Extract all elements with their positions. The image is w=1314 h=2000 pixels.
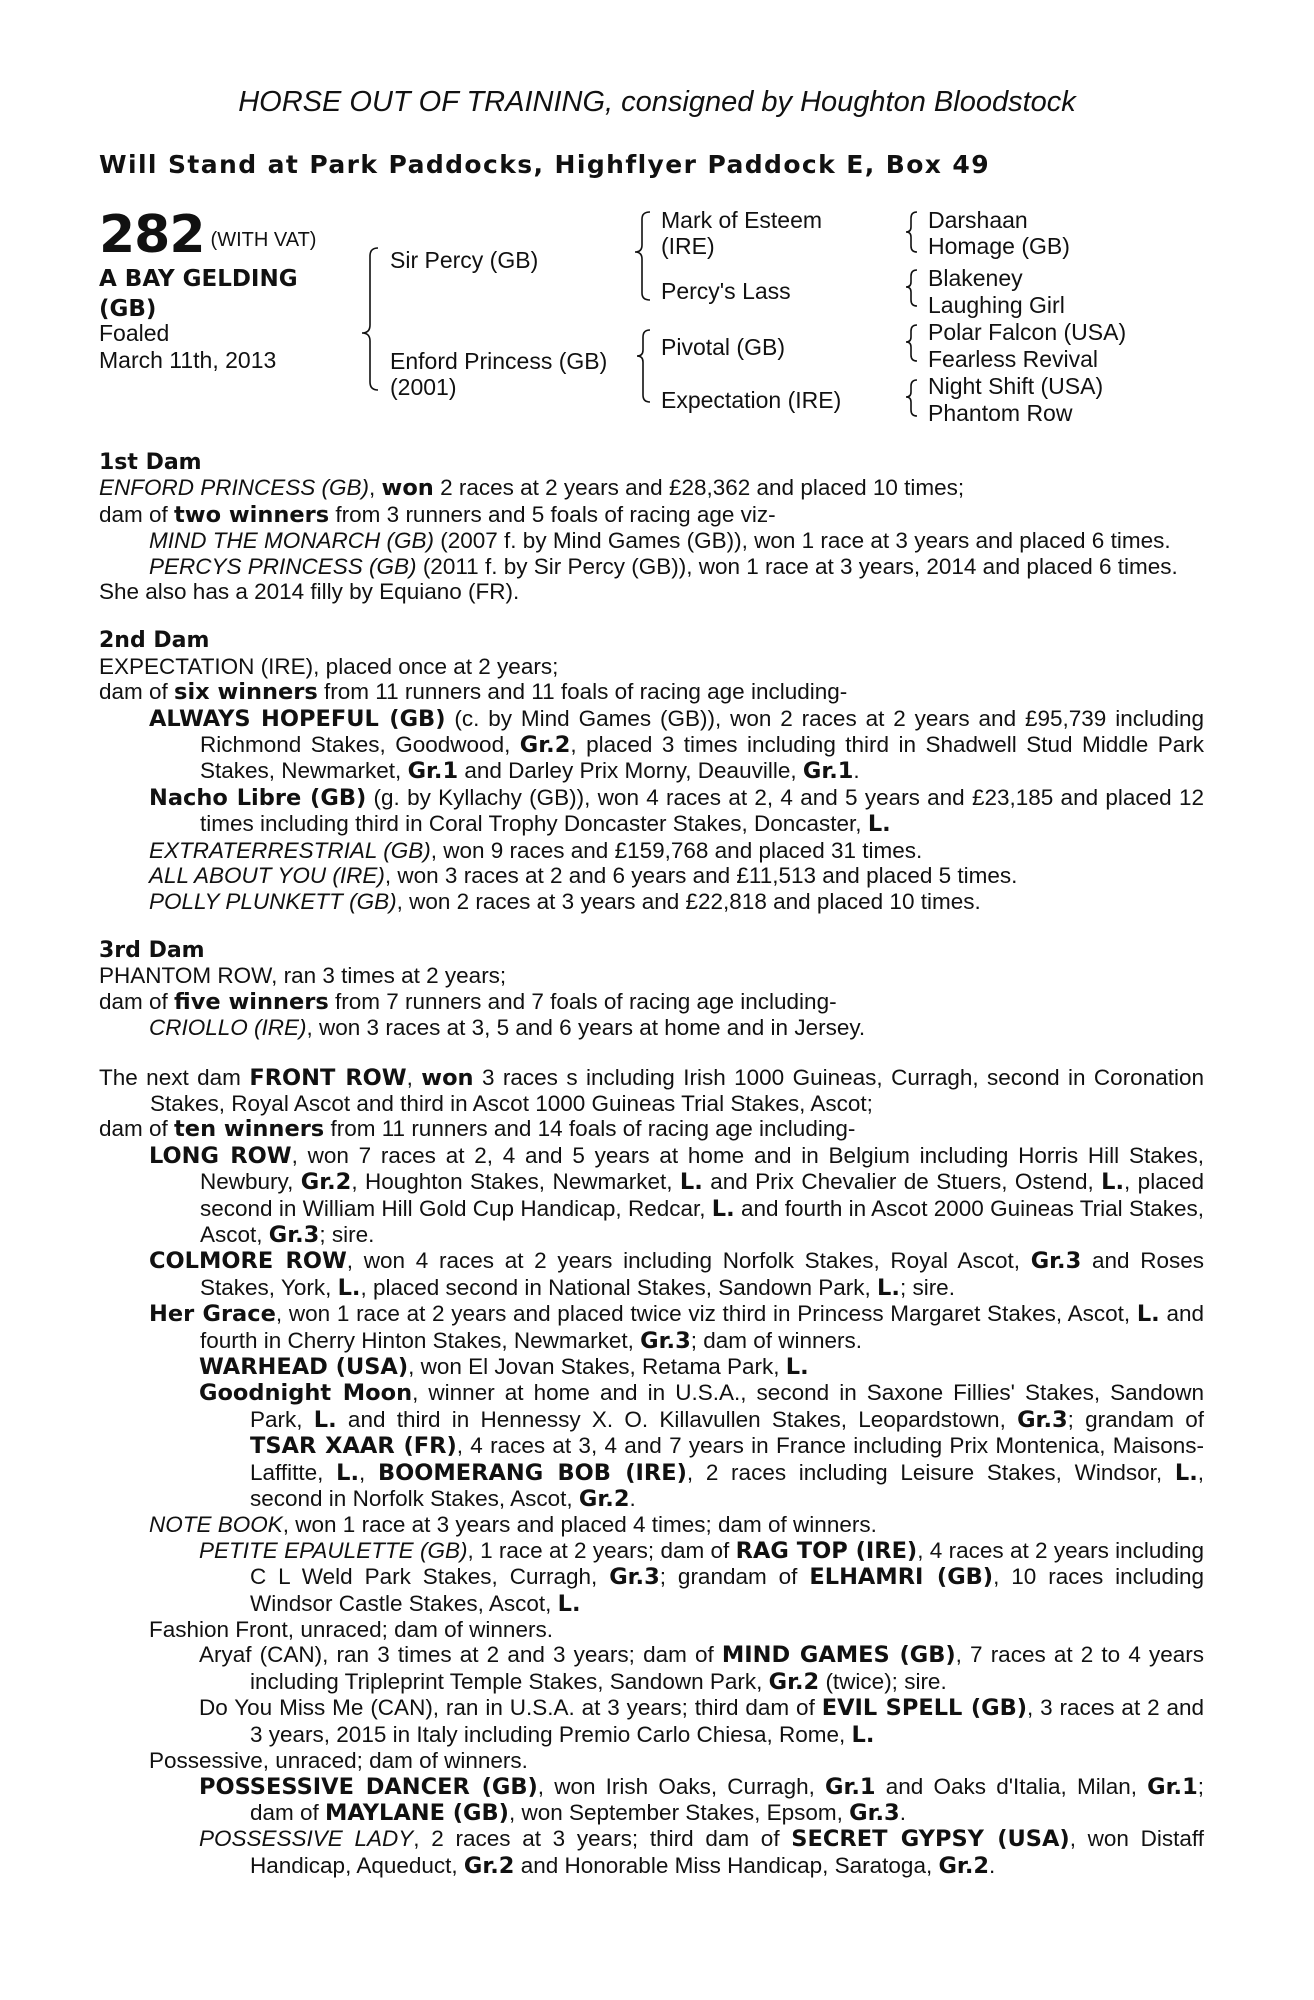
offspring-record: , won 2 races at 3 years and £22,818 and placed 10 times. bbox=[396, 888, 981, 914]
offspring-record: ; sire. bbox=[319, 1221, 375, 1247]
produce-summary: from 3 runners and 5 foals of racing age viz- bbox=[329, 501, 776, 527]
offspring-name: PETITE EPAULETTE (GB) bbox=[199, 1537, 468, 1563]
sire-name: Sir Percy (GB) bbox=[390, 247, 539, 273]
vat-label: (WITH VAT) bbox=[210, 229, 317, 251]
offspring-record: , second in Norfolk Stakes, Ascot, bbox=[250, 1459, 1205, 1512]
offspring-record: , won 3 races at 3, 5 and 6 years at home and in Jersey. bbox=[306, 1015, 866, 1041]
gen3-homage: Homage (GB) bbox=[928, 233, 1070, 259]
offspring-record: , placed second in National Stakes, Sandown Park, bbox=[360, 1274, 878, 1300]
offspring-entry bbox=[99, 1248, 1204, 1301]
descendant-name: EVIL SPELL (GB) bbox=[821, 1695, 1028, 1722]
offspring-record: , won El Jovan Stakes, Retama Park, bbox=[408, 1354, 786, 1379]
offspring-record: (2007 f. by Mind Games (GB)), won 1 race at 3 years and placed 6 times. bbox=[434, 528, 1171, 554]
grade-label: Gr.1 bbox=[802, 758, 854, 785]
offspring-entry: Possessive, unraced; dam of winners. bbox=[149, 1748, 528, 1774]
grade-label: Gr.1 bbox=[1147, 1773, 1198, 1800]
grade-label: Gr.3 bbox=[268, 1221, 320, 1248]
descendant-name: ELHAMRI (GB) bbox=[809, 1564, 994, 1591]
listed-label: L. bbox=[1136, 1301, 1160, 1328]
offspring-record: . bbox=[853, 758, 860, 784]
offspring-record: , 3 races at 2 and 3 years, 2015 in Italy including Premio Carlo Chiesa, Rome, bbox=[250, 1695, 1205, 1747]
listed-label: L. bbox=[337, 1274, 361, 1301]
grand-offspring-entry bbox=[99, 1642, 1204, 1695]
offspring-record: , won September Stakes, Epsom, bbox=[508, 1799, 850, 1825]
grade-label: Gr.3 bbox=[1017, 1406, 1068, 1433]
offspring-entry bbox=[99, 863, 1204, 888]
offspring-record: . bbox=[629, 1486, 636, 1512]
next-dam-line bbox=[99, 1065, 1204, 1117]
offspring-record: and Oaks d'Italia, Milan, bbox=[875, 1773, 1148, 1799]
dam-name: Enford Princess (GB) bbox=[390, 348, 608, 374]
offspring-record: and Honorable Miss Handicap, Saratoga, bbox=[514, 1852, 939, 1878]
offspring-record: ; grandam of bbox=[659, 1564, 810, 1590]
third-dam-line: PHANTOM ROW, ran 3 times at 2 years; bbox=[99, 963, 507, 989]
pedigree-brackets bbox=[0, 0, 1314, 440]
first-dam-line: ENFORD PRINCESS (GB), won 2 races at 2 years and £28,362 and placed 10 times; bbox=[99, 475, 965, 502]
next-dam-intro: The next dam bbox=[99, 1064, 250, 1090]
offspring-record: , 10 races including Windsor Castle Stakes, Ascot, bbox=[250, 1564, 1204, 1616]
grand-offspring-entry bbox=[99, 1774, 1204, 1827]
offspring-name: EXTRATERRESTRIAL (GB) bbox=[149, 837, 431, 863]
offspring-record: . bbox=[899, 1799, 906, 1825]
offspring-record: Aryaf (CAN), ran 3 times at 2 and 3 years; dam of bbox=[199, 1642, 722, 1668]
bracket-ds bbox=[906, 325, 917, 361]
grand-offspring-entry bbox=[99, 1695, 1204, 1748]
third-dam-heading: 3rd Dam bbox=[99, 937, 205, 963]
offspring-name: COLMORE ROW bbox=[149, 1248, 347, 1275]
offspring-record: , 4 races at 2 years including C L Weld Park Stakes, Curragh, bbox=[250, 1537, 1204, 1590]
dam-of-label: dam of bbox=[99, 1116, 175, 1142]
description-line-1: A BAY GELDING bbox=[99, 266, 298, 292]
bracket-ss bbox=[906, 212, 917, 252]
offspring-name: Goodnight Moon bbox=[199, 1380, 413, 1407]
offspring-record: , 2 races including Leisure Stakes, Windsor, bbox=[686, 1459, 1175, 1485]
dam-dam: Expectation (IRE) bbox=[661, 387, 842, 413]
offspring-record: , won 4 races at 2 years including Norfolk Stakes, Royal Ascot, bbox=[346, 1248, 1031, 1274]
sire-dam: Percy's Lass bbox=[661, 278, 791, 304]
first-dam-record: 2 races at 2 years and £28,362 and placed 10 times; bbox=[433, 475, 965, 501]
offspring-name: NOTE BOOK bbox=[149, 1512, 283, 1538]
next-dam-name: FRONT ROW bbox=[249, 1064, 407, 1091]
dam-of-label: dam of bbox=[99, 679, 175, 705]
offspring-entry bbox=[99, 1143, 1204, 1249]
offspring-name: WARHEAD (USA) bbox=[199, 1354, 409, 1380]
grade-label: Gr.2 bbox=[578, 1486, 630, 1513]
offspring-record: (c. by Mind Games (GB)), won 2 races at 2 years and £95,739 including Richmond Stakes, Goodwood, bbox=[200, 705, 1205, 758]
won-label: won bbox=[381, 475, 434, 502]
offspring-record: (g. by Kyllachy (GB)), won 4 races at 2, 4 and 5 years and £23,185 and placed 12 times including third in Coral Trophy Doncaster Stakes, Doncaster, bbox=[200, 784, 1204, 837]
offspring-record: and Roses Stakes, York, bbox=[200, 1248, 1205, 1300]
offspring-record: , 7 races at 2 to 4 years including Tripleprint Temple Stakes, Sandown Park, bbox=[250, 1642, 1204, 1694]
descendant-name: BOOMERANG BOB (IRE) bbox=[377, 1459, 687, 1486]
offspring-name: ALWAYS HOPEFUL (GB) bbox=[149, 705, 446, 732]
listed-label: L. bbox=[867, 811, 891, 838]
offspring-record: and Prix Chevalier de Stuers, Ostend, bbox=[702, 1169, 1102, 1195]
offspring-entry bbox=[99, 785, 1204, 838]
grand-offspring-entry bbox=[99, 1354, 1204, 1380]
bracket-sire bbox=[635, 212, 650, 300]
offspring-record: , Houghton Stakes, Newmarket, bbox=[351, 1169, 680, 1195]
offspring-record: and fourth in Cherry Hinton Stakes, Newmarket, bbox=[200, 1301, 1205, 1353]
offspring-record: ; dam of bbox=[250, 1773, 1204, 1825]
dam-of-label: dam of bbox=[99, 988, 175, 1014]
dam-of-label: dam of bbox=[99, 501, 175, 527]
offspring-name: ALL ABOUT YOU (IRE) bbox=[149, 863, 385, 889]
descendant-name: TSAR XAAR (FR) bbox=[250, 1433, 457, 1460]
offspring-record: , placed second in William Hill Gold Cup Handicap, Redcar, bbox=[200, 1169, 1204, 1221]
offspring-record: , won 1 race at 2 years and placed twice viz third in Princess Margaret Stakes, Ascot, bbox=[275, 1301, 1137, 1327]
grade-label: Gr.2 bbox=[938, 1852, 990, 1879]
produce-summary: from 7 runners and 7 foals of racing age including- bbox=[328, 988, 837, 1014]
first-dam-heading: 1st Dam bbox=[99, 450, 202, 475]
offspring-record: , won 1 race at 3 years and placed 4 times; dam of winners. bbox=[282, 1512, 877, 1538]
offspring-entry bbox=[99, 706, 1204, 785]
first-dam-produce-line bbox=[99, 502, 1204, 528]
gen3-fearless-revival: Fearless Revival bbox=[928, 346, 1098, 372]
offspring-entry bbox=[99, 889, 1204, 914]
produce-summary: from 11 runners and 14 foals of racing age including- bbox=[324, 1116, 856, 1142]
grade-label: Gr.2 bbox=[463, 1852, 515, 1879]
offspring-record: , 4 races at 3, 4 and 7 years in France including Prix Montenica, Maisons-Laffitte, bbox=[250, 1433, 1204, 1485]
grade-label: Gr.3 bbox=[640, 1327, 691, 1354]
listed-label: L. bbox=[1101, 1169, 1125, 1196]
offspring-entry: Fashion Front, unraced; dam of winners. bbox=[149, 1617, 553, 1643]
offspring-entry bbox=[99, 1301, 1204, 1354]
foaled-date: March 11th, 2013 bbox=[99, 347, 277, 373]
offspring-name: POLLY PLUNKETT (GB) bbox=[149, 888, 397, 914]
descendant-name: MAYLANE (GB) bbox=[325, 1799, 509, 1826]
offspring-record: (2011 f. by Sir Percy (GB)), won 1 race at 3 years, 2014 and placed 6 times. bbox=[416, 553, 1178, 579]
winners-count: ten winners bbox=[174, 1116, 325, 1143]
offspring-entry bbox=[99, 1015, 1204, 1040]
page-title: HORSE OUT OF TRAINING, consigned by Houghton Bloodstock bbox=[238, 86, 1076, 118]
description-line-2: (GB) bbox=[99, 296, 157, 322]
offspring-record: Do You Miss Me (CAN), ran in U.S.A. at 3 years; third dam of bbox=[199, 1695, 822, 1721]
listed-label: L. bbox=[1174, 1459, 1198, 1486]
grade-label: Gr.3 bbox=[1030, 1248, 1082, 1275]
first-dam-also: She also has a 2014 filly by Equiano (FR). bbox=[99, 579, 520, 605]
grand-offspring-entry bbox=[99, 1826, 1204, 1879]
bracket-dam bbox=[637, 330, 650, 402]
dam-year: (2001) bbox=[390, 374, 457, 400]
descendant-name: MIND GAMES (GB) bbox=[721, 1642, 956, 1669]
listed-label: L. bbox=[557, 1590, 581, 1617]
listed-label: L. bbox=[785, 1354, 809, 1380]
gen3-laughing-girl: Laughing Girl bbox=[928, 292, 1065, 318]
offspring-name: POSSESSIVE DANCER (GB) bbox=[199, 1773, 538, 1800]
listed-label: L. bbox=[679, 1169, 703, 1196]
grade-label: Gr.1 bbox=[825, 1773, 876, 1800]
grand-offspring-entry bbox=[99, 1538, 1204, 1617]
gen3-polar-falcon: Polar Falcon (USA) bbox=[928, 319, 1127, 345]
grade-label: Gr.3 bbox=[849, 1799, 900, 1826]
listed-label: L. bbox=[313, 1406, 337, 1433]
offspring-name: POSSESSIVE LADY bbox=[199, 1826, 414, 1852]
offspring-record: and fourth in Ascot 2000 Guineas Trial Stakes, Ascot, bbox=[200, 1195, 1205, 1247]
offspring-entry bbox=[99, 838, 1204, 863]
listed-label: L. bbox=[851, 1721, 875, 1748]
descendant-name: SECRET GYPSY (USA) bbox=[791, 1826, 1070, 1853]
lot-number: 282 bbox=[99, 205, 205, 265]
listed-label: L. bbox=[336, 1459, 359, 1486]
punct: , bbox=[406, 1064, 422, 1090]
second-dam-produce-line bbox=[99, 679, 1204, 705]
offspring-name: PERCYS PRINCESS (GB) bbox=[149, 553, 417, 579]
first-dam-name: ENFORD PRINCESS (GB) bbox=[99, 475, 370, 501]
second-dam-heading: 2nd Dam bbox=[99, 628, 210, 654]
offspring-record: , 1 race at 2 years; dam of bbox=[467, 1537, 736, 1563]
grade-label: Gr.1 bbox=[407, 758, 459, 785]
grade-label: Gr.2 bbox=[519, 732, 571, 759]
grade-label: Gr.2 bbox=[300, 1169, 352, 1196]
next-dam-record: 3 races s including Irish 1000 Guineas, Curragh, second in Coronation Stakes, Royal Ascot and third in Ascot 1000 Guineas Trial Stakes, Ascot; bbox=[150, 1064, 1205, 1116]
offspring-record: , placed 3 times including third in Shadwell Stud Middle Park Stakes, Newmarket, bbox=[200, 732, 1204, 784]
offspring-record: , winner at home and in U.S.A., second in Saxone Fillies' Stakes, Sandown Park, bbox=[250, 1380, 1204, 1432]
offspring-entry bbox=[99, 528, 1204, 553]
grand-offspring-entry bbox=[99, 1380, 1204, 1512]
gen3-blakeney: Blakeney bbox=[928, 265, 1023, 291]
offspring-name: Nacho Libre (GB) bbox=[149, 784, 367, 811]
sire-sire-line1: Mark of Esteem bbox=[661, 207, 823, 233]
winners-count: five winners bbox=[174, 988, 329, 1015]
bracket-gen1 bbox=[362, 248, 378, 390]
offspring-record: . bbox=[989, 1852, 996, 1878]
offspring-entry bbox=[99, 1512, 1204, 1537]
dam-sire: Pivotal (GB) bbox=[661, 334, 785, 360]
foaled-label: Foaled bbox=[99, 320, 170, 346]
offspring-record: , bbox=[359, 1459, 378, 1485]
offspring-record: , won Irish Oaks, Curragh, bbox=[537, 1773, 826, 1799]
winners-count: six winners bbox=[174, 679, 318, 706]
next-dam-produce-line bbox=[99, 1116, 1204, 1142]
listed-label: L. bbox=[711, 1195, 735, 1222]
descendant-name: RAG TOP (IRE) bbox=[735, 1537, 918, 1564]
offspring-record: , won 7 races at 2, 4 and 5 years at home and in Belgium including Horris Hill Stakes, Newbury, bbox=[200, 1142, 1204, 1195]
offspring-record: , won 9 races and £159,768 and placed 31 times. bbox=[430, 837, 923, 863]
listed-label: L. bbox=[877, 1274, 900, 1301]
bracket-sd bbox=[906, 270, 917, 306]
offspring-record: (twice); sire. bbox=[819, 1668, 947, 1694]
won-label: won bbox=[421, 1064, 474, 1091]
pedigree-notes bbox=[99, 450, 1204, 1879]
produce-summary: from 11 runners and 11 foals of racing age including- bbox=[317, 679, 848, 705]
offspring-name: MIND THE MONARCH (GB) bbox=[149, 528, 434, 554]
offspring-name: Her Grace bbox=[149, 1301, 276, 1328]
offspring-record: , won Distaff Handicap, Aqueduct, bbox=[250, 1826, 1204, 1878]
winners-count: two winners bbox=[174, 501, 330, 528]
offspring-record: , won 3 races at 2 and 6 years and £11,513 and placed 5 times. bbox=[384, 863, 1018, 889]
offspring-record: ; grandam of bbox=[1067, 1406, 1204, 1432]
sire-sire-line2: (IRE) bbox=[661, 233, 715, 259]
offspring-record: and third in Hennessy X. O. Killavullen Stakes, Leopardstown, bbox=[336, 1406, 1018, 1432]
third-dam-produce-line bbox=[99, 989, 1204, 1015]
grade-label: Gr.2 bbox=[768, 1668, 820, 1695]
bracket-dd bbox=[906, 380, 917, 416]
gen3-phantom-row: Phantom Row bbox=[928, 400, 1073, 426]
grade-label: Gr.3 bbox=[609, 1564, 660, 1591]
offspring-record: , 2 races at 3 years; third dam of bbox=[413, 1826, 792, 1852]
offspring-name: CRIOLLO (IRE) bbox=[149, 1015, 307, 1041]
offspring-record: ; sire. bbox=[899, 1274, 955, 1300]
stand-location: Will Stand at Park Paddocks, Highflyer Paddock E, Box 49 bbox=[99, 150, 991, 179]
offspring-entry bbox=[99, 554, 1204, 579]
offspring-record: ; dam of winners. bbox=[690, 1327, 863, 1353]
gen3-night-shift: Night Shift (USA) bbox=[928, 373, 1104, 399]
gen3-darshaan: Darshaan bbox=[928, 207, 1028, 233]
offspring-record: and Darley Prix Morny, Deauville, bbox=[458, 758, 803, 784]
offspring-name: LONG ROW bbox=[149, 1142, 292, 1169]
second-dam-line: EXPECTATION (IRE), placed once at 2 years; bbox=[99, 653, 559, 679]
